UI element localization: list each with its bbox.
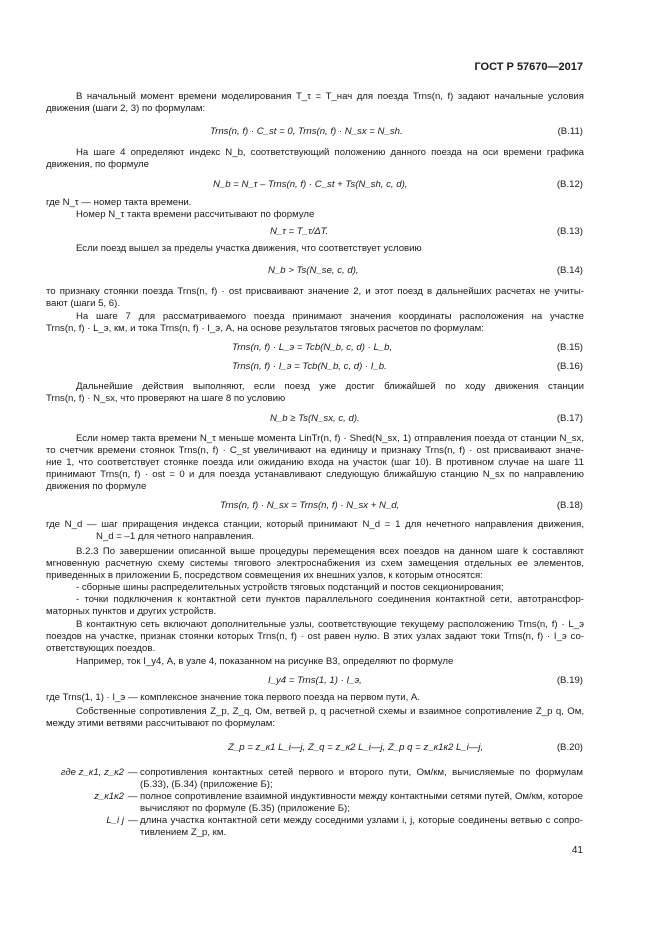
equation-number: (В.14)	[556, 265, 583, 276]
equation-number: (В.12)	[556, 179, 583, 190]
definition-dash: —	[128, 815, 138, 826]
equation-number: (В.13)	[556, 226, 583, 237]
text-line: - сборные шины распределительных устройств тяговых подстанций и постов секционирования;	[76, 582, 504, 593]
page-number: 41	[571, 845, 583, 856]
definition-dash: —	[128, 791, 138, 802]
text-line: движения по формуле	[46, 481, 147, 492]
equation-number: (В.20)	[556, 742, 583, 753]
text-line: где N_d — шаг приращения индекса станции, который принимают N_d = 1 для нечетного направления движения,	[46, 519, 584, 530]
text-line: движения (шаги 2, 3) по формулам:	[46, 103, 206, 114]
equation: Trns(n, f) · I_э = Tcb(N_b, c, d) · I_b.	[232, 361, 387, 372]
text-line: маторных пунктов и других устройств.	[46, 606, 217, 617]
equation-number: (В.18)	[556, 500, 583, 511]
definition-dash: —	[128, 767, 138, 778]
equation: N_τ = T_τ/ΔT.	[270, 226, 329, 237]
text-line: В.2.3 По завершении описанной выше процедуры перемещения всех поездов на данном шаге k составляют	[76, 546, 584, 557]
equation: Trns(n, f) · N_sx = Trns(n, f) · N_sx + N_d,	[220, 500, 400, 511]
text-line: движения, по формуле	[46, 159, 149, 170]
equation-number: (В.16)	[556, 361, 583, 372]
text-line: В контактную сеть включают дополнительные узлы, соответствующие текущему расположению Trns(n, f) · L_э	[76, 619, 584, 630]
text-line: где N_τ — номер такта времени.	[46, 197, 192, 208]
equation: Trns(n, f) · C_st = 0, Trns(n, f) · N_sx = N_sh.	[210, 126, 403, 137]
text-line: вают (шаги 5, 6).	[46, 298, 120, 309]
definition-text: полное сопротивление взаимной индуктивности между контактными сетями путей, Ом/км, которое вычисляют по формуле (Б.35) (приложение Б);	[140, 791, 583, 814]
definition-term: L_i j	[106, 815, 124, 826]
text-line: Если поезд вышел за пределы участка движения, что соответствует условию	[76, 243, 422, 254]
text-line: то счетчик времени стоянок Trns(n, f) · C_st увеличивают на единицу и признаку Trns(n, f) · ost присваивают значе-	[46, 445, 584, 456]
text-line: Если номер такта времени N_τ меньше момента LinTr(n, f) · Shed(N_sx, 1) отправления поезда от станции N_sx,	[76, 433, 584, 444]
equation: N_b > Ts(N_se, c, d),	[268, 265, 359, 276]
equation-number: (В.11)	[557, 126, 583, 137]
text-line: N_d = –1 для четного направления.	[96, 531, 255, 542]
text-line: приведенных в приложении Б, посредством совмещения их внешних узлов, к которым относятся:	[46, 570, 483, 581]
text-line: между этими ветвями рассчитывают по формулам:	[46, 718, 275, 729]
text-line: - точки подключения к контактной сети пунктов параллельного соединения контактной сети, автотрансфор-	[76, 594, 584, 605]
equation: Trns(n, f) · L_э = Tcb(N_b, c, d) · L_b,	[232, 342, 393, 353]
equation-number: (В.19)	[556, 675, 583, 686]
text-line: На шаге 7 для рассматриваемого поезда принимают значения координаты расположения на участке	[76, 311, 584, 322]
text-line: Номер N_τ такта времени рассчитывают по формуле	[76, 209, 315, 220]
equation: I_y4 = Trns(1, 1) · I_э,	[268, 675, 362, 686]
text-line: Собственные сопротивления Z_p, Z_q, Ом, ветвей p, q расчетной схемы и взаимное сопротивление Z_p q, Ом,	[76, 706, 584, 717]
text-line: ние 1, что соответствует стоянке поезда или ожиданию входа на участок (шаг 10). В противном случае на шаге 11	[46, 457, 584, 468]
equation-number: (В.15)	[556, 342, 583, 353]
definition-term: z_к1к2	[94, 791, 124, 802]
text-line: где Trns(1, 1) · I_э — комплексное значение тока первого поезда на первом пути, А.	[46, 692, 420, 703]
text-line: то признаку стоянки поезда Trns(n, f) · ost присваивают значение 2, и этот поезд в дальнейших расчетах не учиты-	[46, 286, 584, 297]
text-line: поездов на участке, признак стоянки которых Trns(n, f) · ost равен нулю. В этих узлах задают токи Trns(n, f) · I_э со-	[46, 631, 584, 642]
text-line: Trns(n, f) · L_э, км, и тока Trns(n, f) · I_э, А, на основе результатов тяговых расчетов по формулам:	[46, 323, 484, 334]
text-line: мгновенную расчетную схему системы тягового электроснабжения из схем замещения отдельных ее элементов,	[46, 558, 584, 569]
text-line: Например, ток I_y4, А, в узле 4, показанном на рисунке В3, определяют по формуле	[76, 656, 454, 667]
definition-text: длина участка контактной сети между соседними узлами i, j, которые соединены ветвью с сопро-тивлением Z_p, км.	[140, 815, 583, 838]
equation: N_b ≥ Ts(N_sx, c, d).	[270, 413, 360, 424]
equation: Z_p = z_к1 L_i—j, Z_q = z_к2 L_i—j, Z_p q = z_к1к2 L_i—j,	[228, 742, 484, 753]
text-line: Trns(n, f) · N_sx, что проверяют на шаге 8 по условию	[46, 393, 286, 404]
definition-term: где z_к1, z_к2	[60, 767, 124, 778]
document-header: ГОСТ Р 57670—2017	[474, 61, 583, 73]
text-line: В начальный момент времени моделирования T_τ = T_нач для поезда Trns(n, f) задают начальные условия	[76, 91, 584, 102]
equation-number: (В.17)	[556, 413, 583, 424]
equation: N_b = N_τ – Trns(n, f) · C_st + Ts(N_sh, c, d),	[213, 179, 408, 190]
text-line: принимают Trns(n, f) · ost = 0 и для поезда устанавливают следующую ближайшую станцию N_sx по направлению	[46, 469, 584, 480]
text-line: Дальнейшие действия выполняют, если поезд уже достиг ближайшей по ходу движения станции	[76, 381, 584, 392]
text-line: На шаге 4 определяют индекс N_b, соответствующий положению данного поезда на оси времени графика	[76, 147, 584, 158]
definition-text: сопротивления контактных сетей первого и второго пути, Ом/км, вычисляемые по формулам (Б.33), (Б.34) (приложение Б);	[140, 767, 583, 790]
text-line: ответствующих поездов.	[46, 643, 156, 654]
